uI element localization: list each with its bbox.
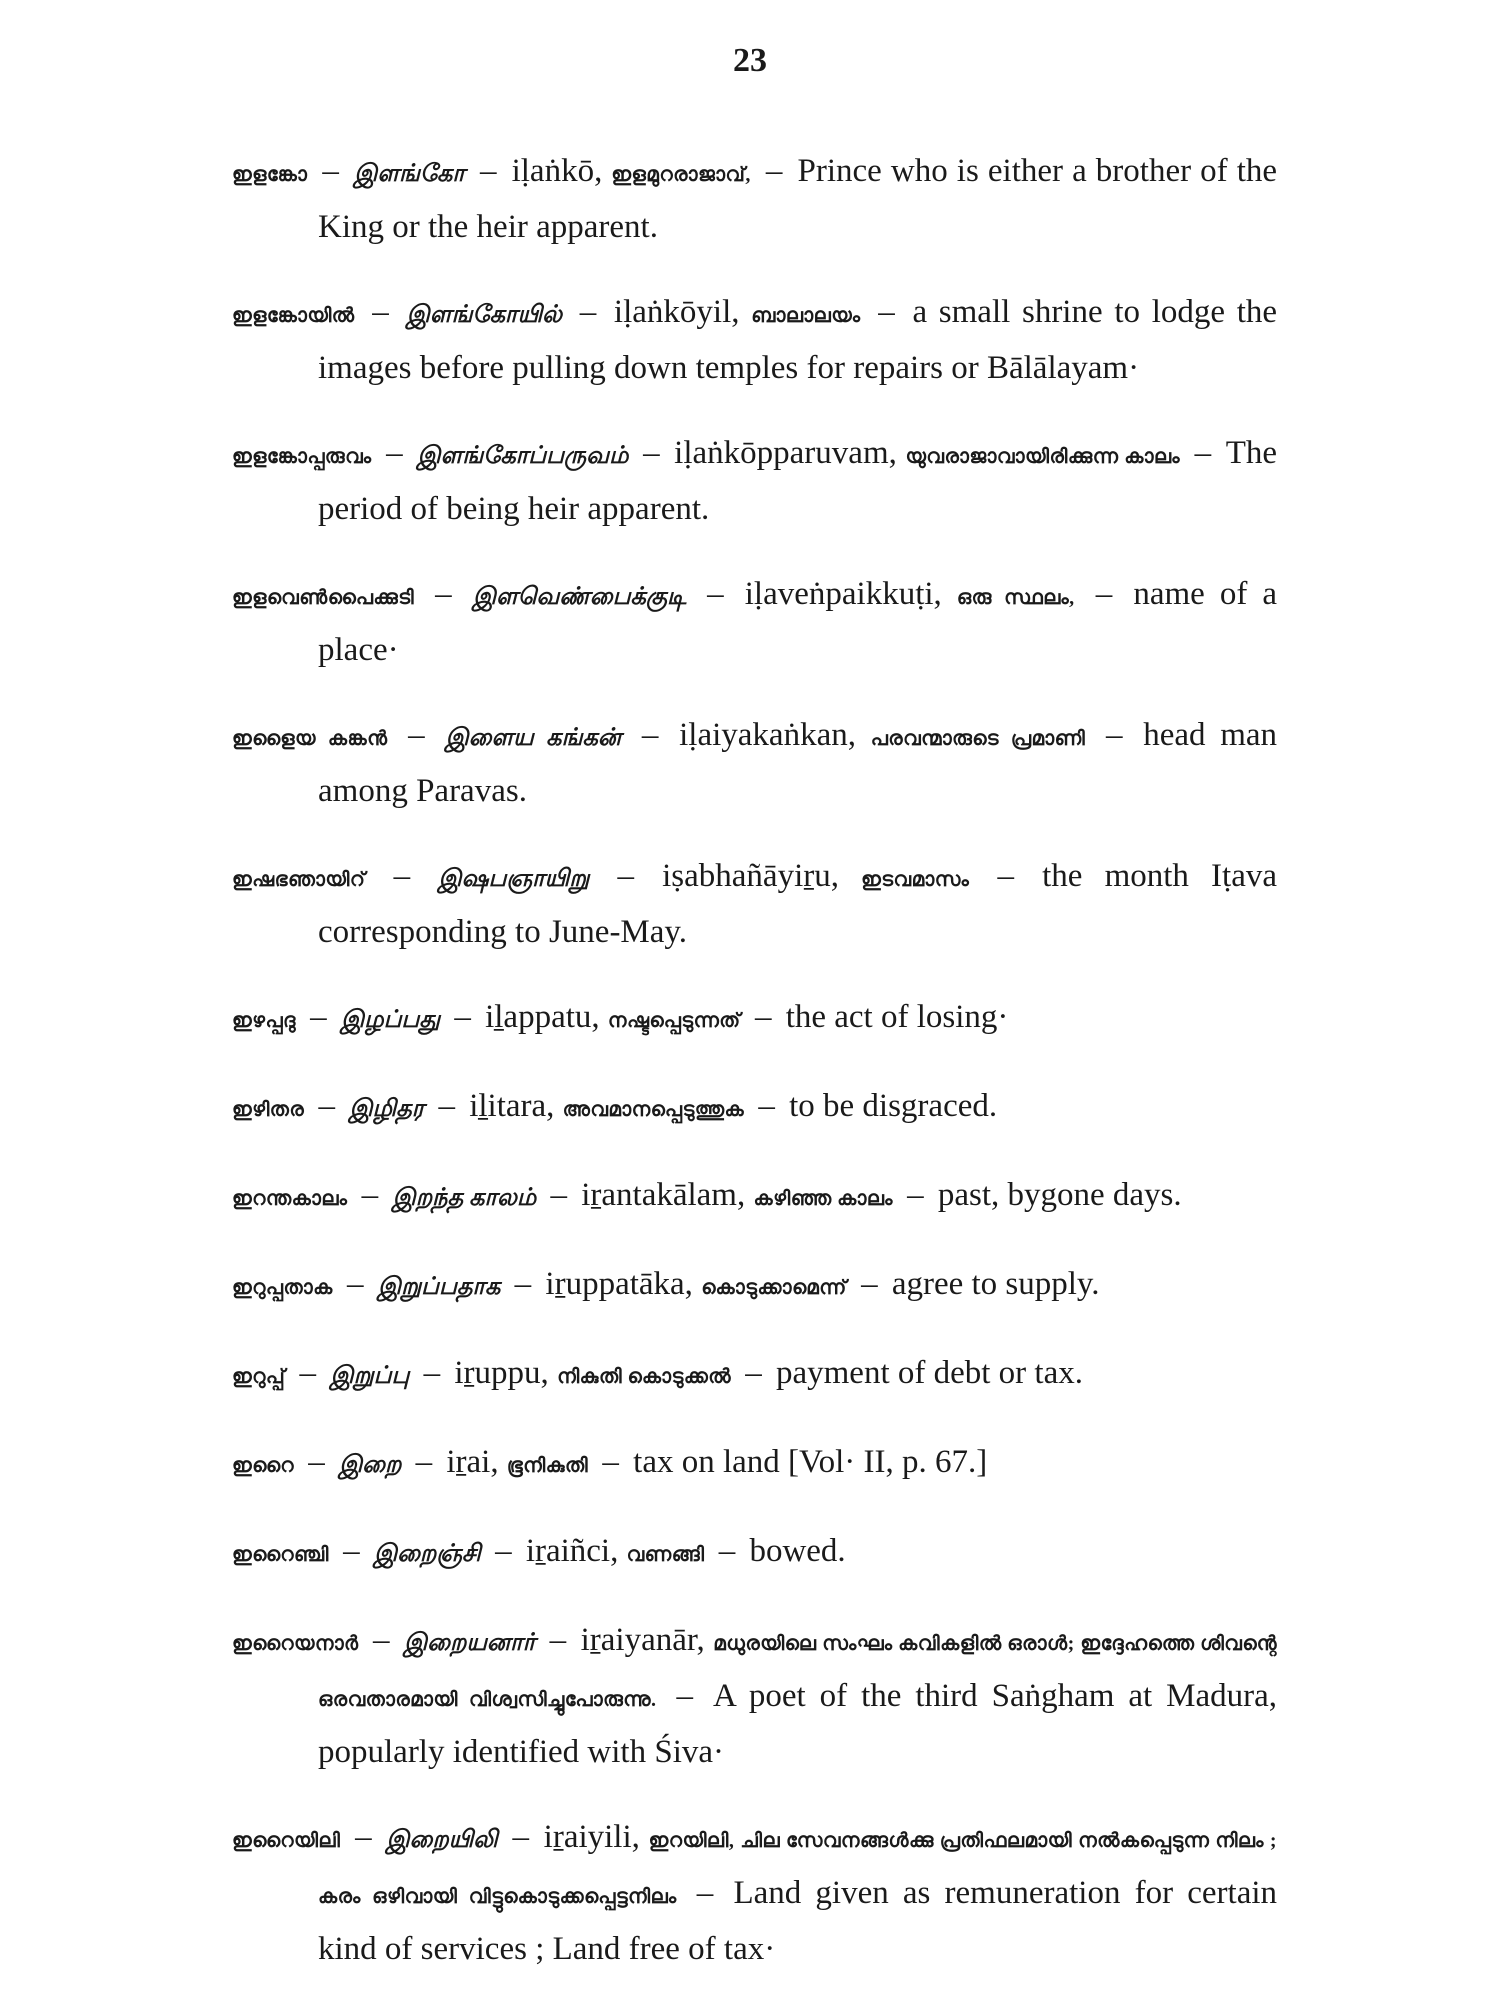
- headword-tamil: இஷபஞாயிறு: [438, 866, 590, 892]
- english-meaning: the month Iṭava corresponding to June-May.: [318, 858, 1278, 950]
- dash-separator: –: [866, 294, 907, 330]
- dash-separator: –: [595, 858, 657, 894]
- dash-separator: –: [756, 153, 792, 189]
- dash-separator: –: [542, 1177, 576, 1213]
- dash-separator: –: [634, 435, 669, 471]
- dash-separator: –: [975, 858, 1037, 894]
- space: [549, 1355, 557, 1391]
- space: [856, 717, 871, 753]
- headword-tamil: இறுப்பு: [330, 1363, 410, 1389]
- transliteration: iṟai,: [446, 1444, 499, 1480]
- malayalam-gloss: ഒരു സ്ഥലം,: [956, 587, 1075, 609]
- headword-tamil: இறந்த காலம்: [392, 1185, 537, 1211]
- space: [600, 999, 608, 1035]
- dash-separator: –: [301, 999, 335, 1035]
- dictionary-entry: [232, 1614, 1277, 1778]
- malayalam-gloss: ബാലാലയം: [751, 305, 861, 327]
- english-meaning: payment of debt or tax.: [775, 1355, 1083, 1391]
- space: [705, 1622, 713, 1658]
- english-meaning: The period of being heir apparent.: [318, 435, 1277, 527]
- headword-malayalam: ഇറൈയിലി: [232, 1830, 341, 1852]
- english-meaning: to be disgraced.: [789, 1088, 998, 1124]
- transliteration: iṣabhañāyiṟu,: [662, 858, 839, 894]
- dictionary-entry: [232, 1169, 1277, 1225]
- dash-separator: –: [393, 717, 440, 753]
- dash-separator: –: [898, 1177, 932, 1213]
- dash-separator: –: [627, 717, 674, 753]
- space: [740, 294, 752, 330]
- entry-list: [232, 112, 1277, 1997]
- transliteration: iḷaṅkōyil,: [613, 294, 740, 330]
- english-meaning: bowed.: [749, 1533, 846, 1569]
- headword-tamil: இழப்பது: [340, 1007, 441, 1033]
- dash-separator: –: [1185, 435, 1220, 471]
- headword-malayalam: ഇളങ്കോപ്പരുവം: [232, 446, 372, 468]
- english-meaning: tax on land [Vol· II, p. 67.]: [633, 1444, 988, 1480]
- headword-tamil: இளைய கங்கன்: [445, 725, 622, 751]
- dash-separator: –: [682, 1875, 728, 1911]
- headword-malayalam: ഇളവെൺപൈക്കുടി: [232, 587, 415, 609]
- malayalam-gloss: യുവരാജാവായിരിക്കുന്ന കാലം: [905, 446, 1180, 468]
- malayalam-gloss: വണങ്ങി: [626, 1544, 705, 1566]
- dictionary-entry: [232, 286, 1277, 394]
- headword-tamil: இழிதர: [349, 1096, 425, 1122]
- transliteration: iṟaiyanār,: [580, 1622, 705, 1658]
- headword-malayalam: ഇഴിതര: [232, 1099, 305, 1121]
- dictionary-entry: [232, 145, 1277, 253]
- english-meaning: A poet of the third Saṅgham at Madura, popularly identified with Śiva·: [318, 1678, 1278, 1770]
- space: [693, 1266, 701, 1302]
- headword-tamil: இறையிலி: [386, 1827, 498, 1853]
- transliteration: iḷaiyakaṅkan,: [679, 717, 856, 753]
- dictionary-entry: [232, 709, 1277, 817]
- dictionary-entry: [232, 1811, 1277, 1975]
- transliteration: iṟantakālam,: [581, 1177, 746, 1213]
- english-meaning: Prince who is either a brother of the King or the heir apparent.: [318, 153, 1278, 245]
- space: [839, 858, 861, 894]
- headword-tamil: இறுப்பதாக: [377, 1274, 501, 1300]
- dash-separator: –: [360, 294, 401, 330]
- dash-separator: –: [470, 153, 506, 189]
- headword-malayalam: ഇറുപ്പ്: [232, 1366, 286, 1388]
- headword-malayalam: ഇഷഭഞായിറ്: [232, 869, 366, 891]
- headword-malayalam: ഇഴപ്പദു: [232, 1010, 296, 1032]
- dash-separator: –: [313, 153, 348, 189]
- malayalam-gloss: കഴിഞ്ഞ കാലം: [753, 1188, 893, 1210]
- english-meaning: head man among Paravas.: [318, 717, 1278, 809]
- dash-separator: –: [692, 576, 739, 612]
- dash-separator: –: [338, 1266, 372, 1302]
- dash-separator: –: [371, 858, 433, 894]
- dash-separator: –: [346, 1819, 381, 1855]
- headword-malayalam: ഇളങ്കോയിൽ: [232, 305, 355, 327]
- space: [618, 1533, 626, 1569]
- dash-separator: –: [594, 1444, 628, 1480]
- transliteration: iḻitara,: [469, 1088, 555, 1124]
- headword-tamil: இளவெண்பைக்குடி: [472, 584, 687, 610]
- dash-separator: –: [415, 1355, 449, 1391]
- dictionary-entry: [232, 1436, 1277, 1492]
- headword-malayalam: ഇറൈഞ്ചി: [232, 1544, 329, 1566]
- dash-separator: –: [852, 1266, 886, 1302]
- dash-separator: –: [486, 1533, 520, 1569]
- transliteration: iḷaṅkō,: [511, 153, 603, 189]
- headword-malayalam: ഇളൈയ കങ്കൻ: [232, 728, 388, 750]
- dictionary-entry: [232, 850, 1277, 958]
- dash-separator: –: [710, 1533, 744, 1569]
- space: [554, 1088, 562, 1124]
- malayalam-gloss: ഇറയിലി, ചില സേവനങ്ങൾക്കു പ്രതിഫലമായി നൽകപ്പെടുന്ന നിലം ; കരം ഒഴിവായി വിട്ടുകൊടുക്കപ്പെട്ടനിലം: [318, 1830, 1278, 1908]
- transliteration: iḷaṅkōpparuvam,: [674, 435, 897, 471]
- headword-malayalam: ഇളങ്കോ: [232, 164, 308, 186]
- dash-separator: –: [291, 1355, 325, 1391]
- headword-tamil: இறைஞ்சி: [373, 1541, 481, 1567]
- dash-separator: –: [430, 1088, 464, 1124]
- malayalam-gloss: നഷ്ടപ്പെടുന്നത്: [607, 1010, 741, 1032]
- space: [942, 576, 957, 612]
- malayalam-gloss: നികുതി കൊടുക്കൽ: [557, 1366, 731, 1388]
- dash-separator: –: [334, 1533, 368, 1569]
- page-number: 23: [733, 42, 767, 79]
- headword-tamil: இறையனார்: [403, 1630, 536, 1656]
- dash-separator: –: [506, 1266, 540, 1302]
- dash-separator: –: [310, 1088, 344, 1124]
- headword-malayalam: ഇറൈ: [232, 1455, 294, 1477]
- transliteration: iṟaiñci,: [525, 1533, 619, 1569]
- dash-separator: –: [1080, 576, 1128, 612]
- dictionary-entry: [232, 1347, 1277, 1403]
- dash-separator: –: [1091, 717, 1138, 753]
- headword-tamil: இளங்கோப்பருவம்: [417, 443, 629, 469]
- dictionary-entry: [232, 568, 1277, 676]
- headword-tamil: இளங்கோ: [353, 161, 465, 187]
- dictionary-entry: [232, 991, 1277, 1047]
- english-meaning: Land given as remuneration for certain kind of services ; Land free of tax·: [318, 1875, 1278, 1967]
- transliteration: iḷaveṅpaikkuṭi,: [744, 576, 942, 612]
- space: [499, 1444, 507, 1480]
- headword-malayalam: ഇറുപ്പതാക: [232, 1277, 333, 1299]
- dash-separator: –: [541, 1622, 575, 1658]
- headword-malayalam: ഇറൈയനാർ: [232, 1633, 359, 1655]
- english-meaning: agree to supply.: [891, 1266, 1100, 1302]
- dash-separator: –: [736, 1355, 770, 1391]
- dictionary-entry: [232, 1258, 1277, 1314]
- transliteration: iḻappatu,: [485, 999, 600, 1035]
- english-meaning: a small shrine to lodge the images before pulling down temples for repairs or Bālālayam·: [318, 294, 1278, 386]
- dash-separator: –: [407, 1444, 441, 1480]
- headword-tamil: இளங்கோயில்: [406, 302, 563, 328]
- space: [640, 1819, 649, 1855]
- dictionary-entry: [232, 1080, 1277, 1136]
- transliteration: iṟaiyili,: [543, 1819, 640, 1855]
- dash-separator: –: [299, 1444, 333, 1480]
- malayalam-gloss: ഇളമുറരാജാവ്,: [611, 164, 751, 186]
- dash-separator: –: [353, 1177, 387, 1213]
- malayalam-gloss: ഇടവമാസം: [861, 869, 970, 891]
- transliteration: iṟuppu,: [454, 1355, 549, 1391]
- transliteration: iṟuppatāka,: [545, 1266, 693, 1302]
- headword-tamil: இறை: [338, 1452, 402, 1478]
- malayalam-gloss: ഭൂനികുതി: [506, 1455, 589, 1477]
- dictionary-entry: [232, 1525, 1277, 1581]
- dash-separator: –: [364, 1622, 398, 1658]
- headword-malayalam: ഇറന്തകാലം: [232, 1188, 348, 1210]
- english-meaning: past, bygone days.: [937, 1177, 1182, 1213]
- dash-separator: –: [420, 576, 467, 612]
- dash-separator: –: [377, 435, 412, 471]
- malayalam-gloss: മധുരയിലെ സംഘം കവികളിൽ ഒരാൾ; ഇദ്ദേഹത്തെ ശിവന്റെ ഒരവതാരമായി വിശ്വസിച്ചുപോരുന്നു.: [318, 1633, 1278, 1711]
- dash-separator: –: [746, 999, 780, 1035]
- dash-separator: –: [503, 1819, 538, 1855]
- dash-separator: –: [662, 1678, 707, 1714]
- dictionary-entry: [232, 427, 1277, 535]
- dash-separator: –: [750, 1088, 784, 1124]
- english-meaning: name of a place·: [318, 576, 1278, 668]
- dash-separator: –: [568, 294, 608, 330]
- english-meaning: the act of losing·: [785, 999, 1009, 1035]
- malayalam-gloss: പരവന്മാരുടെ പ്രമാണി: [870, 728, 1086, 750]
- dash-separator: –: [446, 999, 480, 1035]
- malayalam-gloss: അവമാനപ്പെടുത്തുക: [562, 1099, 745, 1121]
- malayalam-gloss: കൊടുക്കാമെന്ന്: [701, 1277, 847, 1299]
